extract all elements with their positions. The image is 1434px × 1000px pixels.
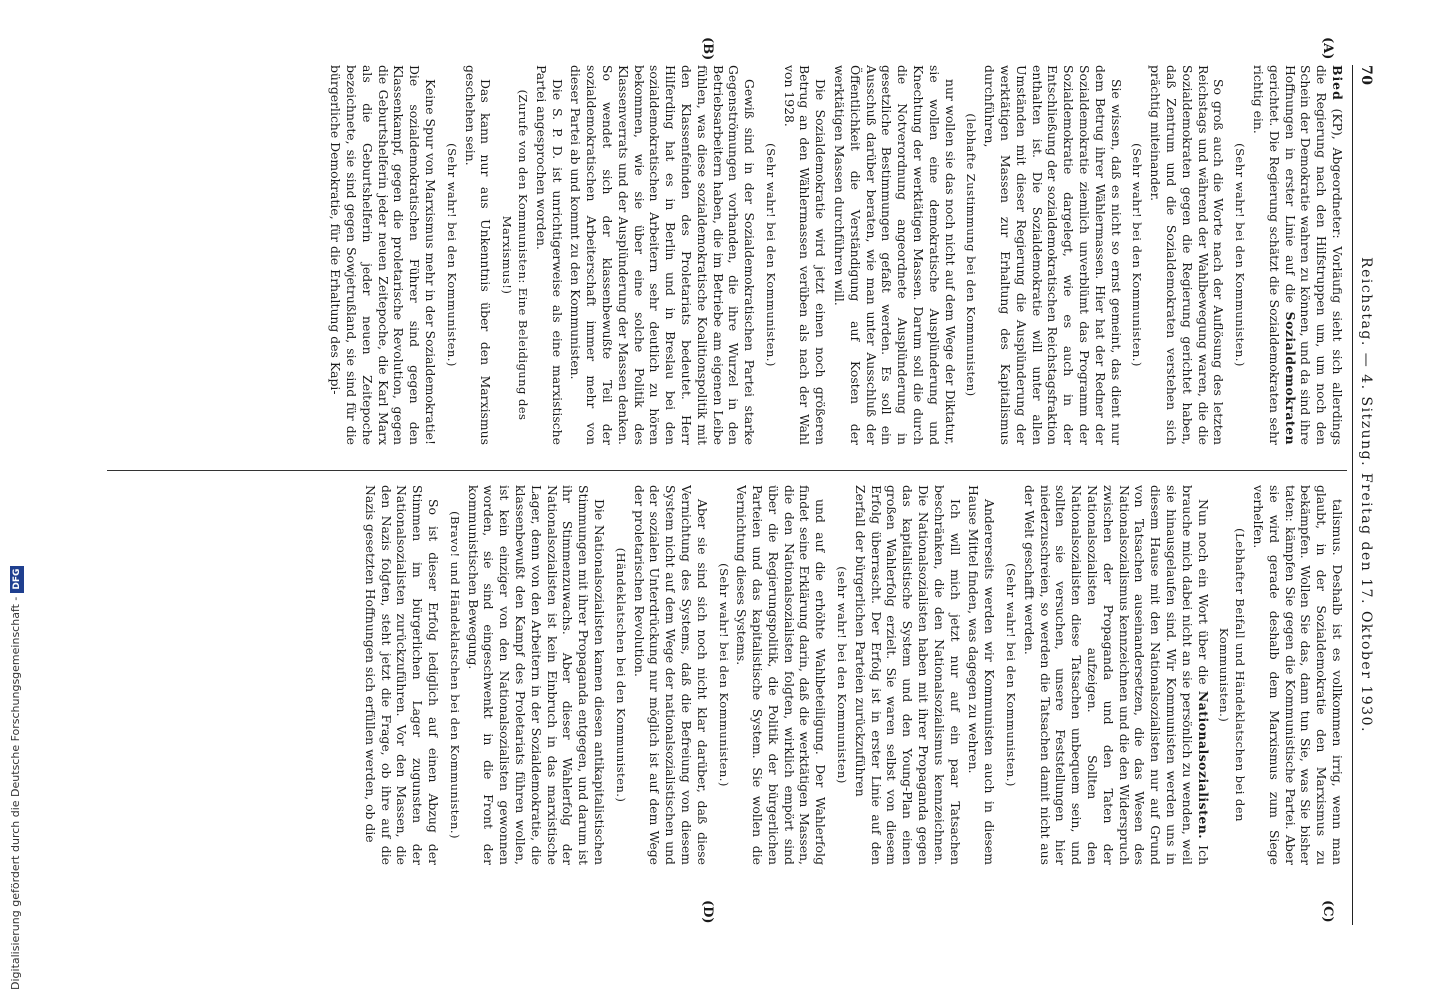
paragraph: So ist dieser Erfolg lediglich auf einen Abzug der Stimmen im bürgerlichen Lager zugunsten der Nationalsozialisten zurückzuführen. Vor den Massen, die den Nazis folgten, steht jetzt die Frage, ob ihre auf die Nazis gesetzten Hoffnungen sich erfüllen werden, ob die [362, 485, 441, 865]
paragraph-text: Nun noch ein Wort über die [1195, 499, 1211, 685]
speaker-name: Bied [1330, 65, 1345, 101]
dfg-logo: DFG [10, 566, 24, 593]
paragraph [1021, 485, 1211, 865]
interjection: (Sehr wahr! bei den Kommunisten.) [1130, 143, 1145, 367]
emphasized-term: Nationalsozialisten. [1195, 690, 1211, 840]
speaker-note: (KP), Abgeordneter: [1330, 108, 1345, 239]
digitization-footer [0, 0, 22, 1000]
interjection: (Sehr wahr! bei den Kommunisten.) [1233, 143, 1248, 367]
paragraph: Die S. P. D. ist unrichtigerweise als eine marxistische Partei angesprochen worden. [533, 65, 565, 445]
paragraph: Das kann nur aus Unkenntnis über den Marxismus geschehen sein. [462, 65, 494, 445]
margin-marker-a: (A) [1320, 37, 1335, 60]
speech-paragraph [1250, 65, 1345, 445]
interjection: (Sehr wahr! bei den Kommunisten.) [1004, 563, 1019, 787]
paragraph-text: Ich brauche mich dabei nicht an sie persönlich zu wenden, weil sie hinausgelaufen sind. Wir Kommunisten werden uns in diesem Hause mit den Nationalsozialisten nur auf Grund von Tatsachen auseinandersetzen, die das Wesen des Nationalsozialismus kennzeichnen und die den Widerspruch zwischen der Propaganda und den Taten der Nationalsozialisten aufzeigen. Sollten den Nationalsozialisten diese Tatsachen unbequem sein, und sollten sie versuchen, unsere Feststellungen hier niederzuschreien, so werden die Tatsachen damit nicht aus der Welt geschafft werden. [1021, 485, 1211, 865]
interjection: (lebhafte Zustimmung bei den Kommunisten) [964, 113, 979, 397]
paragraph: Sie wissen, daß es nicht so ernst gemeint, das dient nur dem Betrug ihrer Wählermassen. Hier hat der Redner der Sozialdemokratie ziemlich unverblümt das Programm der Sozialdemokratie dargelegt, wie es auch in der Entschließung der sozialdemokratischen Reichstagsfraktion enthalten ist. Die Sozialdemokratie will unter allen Umständen mit dieser Regierung die Ausplünderung der werktätigen Massen zur Erhaltung des Kapitalismus durchführen, [982, 65, 1124, 445]
margin-marker-c: (C) [1320, 900, 1335, 923]
right-column [115, 485, 1345, 865]
paragraph: talismus. Deshalb ist es vollkommen irrig, wenn man glaubt, in der Sozialdemokratie den Marxismus zu bekämpfen. Wollen Sie das, dann tun Sie, was Sie bisher taten: kämpfen Sie gegen die Kommunistische Partei. Aber sie wird gerade deshalb dem Marxismus zum Siege verhelfen. [1251, 485, 1345, 865]
footer-credit-text: Digitalisierung gefördert durch die Deutsche Forschungsgemeinschaft - [9, 596, 22, 990]
paragraph: und auf die erhöhte Wahlbeteiligung. Der Wahlerfolg findet seine Erklärung darin, daß die werktätigen Massen, die den Nationalsozialisten folgten, wirklich empört sind über die Regierungspolitik, die Politik der bürgerlichen Parteien und das kapitalistische System. Sie wollen die Vernichtung dieses Systems. [734, 485, 829, 865]
left-column [115, 65, 1345, 445]
rotated-document-page [100, 37, 1375, 925]
paragraph: Andererseits werden wir Kommunisten auch in diesem Hause Mittel finden, was dagegen zu wehren. [966, 485, 998, 865]
paragraph: nur wollen sie das noch nicht auf dem Wege der Diktatur, sie wollen eine demokratische Ausplünderung und Knechtung der werktätigen Massen. Darum soll die durch die Notverordnung angeordnete Ausplünderung in gesetzliche Bestimmungen gefaßt werden. Es soll ein Ausschuß darüber beraten, wie man unter Ausschluß der Öffentlichkeit die Verständigung auf Kosten der werktätigen Massen durchführen will. [832, 65, 958, 445]
interjection: (Sehr wahr! bei den Kommunisten.) [716, 563, 731, 787]
paragraph-text: gerichtet. Die Regierung schätzt die Sozialdemokraten sehr richtig ein. [1251, 65, 1282, 445]
paragraph: Aber sie sind sich noch nicht klar darüber, daß diese Vernichtung des Systems, daß die Befreiung von diesem System nicht auf dem Wege der nationalsozialistischen und der sozialen Unterdrückung nur möglich ist auf dem Wege der proletarischen Revolution. [631, 485, 710, 865]
emphasized-term: Sozialdemokraten [1282, 311, 1298, 445]
margin-marker-d: (D) [700, 900, 715, 924]
paragraph-text: Vorläufig sieht sich allerdings die Regierung nach den Hilfstruppen um, um noch den Schein der Demokratie wahren zu können, und da sind ihre Hoffnungen in erster Linie auf die [1282, 65, 1345, 445]
running-title: Reichstag. — 4. Sitzung. Freitag den 17. Oktober 1930. [1358, 257, 1374, 733]
margin-marker-b: (B) [700, 37, 715, 61]
interjection: (sehr wahr! bei den Kommunisten) [835, 566, 850, 784]
interjection: (Händeklatschen bei den Kommunisten.) [613, 547, 628, 803]
interjection: (Sehr wahr! bei den Kommunisten.) [444, 143, 459, 367]
paragraph: Gewiß sind in der Sozialdemokratischen Partei starke Gegenströmungen vorhanden, die ihre Wurzel in den Betriebsarbeitern haben, die im Betriebe am eigenen Leibe fühlen, was diese sozialdemokratische Koalitionspolitik mit den Klassenfeinden des Proletariats bedeutet. Herr Hilferding hat es in Berlin und in Breslau bei den sozialdemokratischen Arbeitern sehr deutlich zu hören bekommen, wie sie über eine solche Politik des Klassenverrats und der Ausplünderung der Massen denken. So wendet sich der klassenbewußte Teil der sozialdemokratischen Arbeiterschaft immer mehr von dieser Partei ab und kommt zu den Kommunisten. [568, 65, 758, 445]
paragraph: Die Nationalsozialisten kamen diesen antikapitalistischen Stimmungen mit ihrer Propaganda entgegen, und darum ist ihr Stimmenzuwachs. Aber dieser Wahlerfolg der Nationalsozialisten ist kein Einbruch in das marxistische Lager, denn von den Arbeitern in der Sozialdemokratie, die klassenbewußt den Kampf des Proletariats führen wollen, ist kein einziger von den Nationalsozialisten gewonnen worden, sie sind eingeschwenkt in die Front der kommunistischen Bewegung. [465, 485, 607, 865]
column-divider [107, 470, 1347, 471]
paragraph: Keine Spur von Marxismus mehr in der Sozialdemokratie! Die sozialdemokratischen Führer sind gegen den Klassenkampf, gegen die proletarische Revolution, gegen die Geburtshelferin jeder neuen Zeitepoche, die Karl Marx als die Geburtshelferin jeder neuen Zeitepoche bezeichnete, sie sind gegen Sowjetrußland, sie sind für die bürgerliche Demokratie, für die Erhaltung des Kapi- [328, 65, 438, 445]
interjection: (Zurufe von den Kommunisten: Eine Beleidigung des Marxismus!) [500, 89, 530, 421]
paragraph: So groß auch die Worte nach der Auflösung des letzten Reichstags und während der Wahlbewegung waren, die die Sozialdemokraten gegen die Regierung gerichtet haben, daß Zentrum und die Sozialdemokraten verstehen sich prächtig miteinander. [1148, 65, 1227, 445]
page-number: 70 [1358, 65, 1374, 86]
interjection: (Bravo! und Händeklatschen bei den Kommunisten.) [447, 511, 462, 839]
page-header [1352, 65, 1375, 925]
interjection: (Lebhafter Beifall und Händeklatschen bei den Kommunisten.) [1217, 528, 1248, 822]
interjection: (Sehr wahr! bei den Kommunisten.) [763, 143, 778, 367]
footer-credit [9, 566, 24, 990]
paragraph: Die Sozialdemokratie wird jetzt einen noch größeren Betrug an den Wählermassen verüben als nach der Wahl von 1928. [781, 65, 829, 445]
paragraph: Ich will mich jetzt nur auf ein paar Tatsachen beschränken, die den Nationalsozialismus kennzeichnen. Die Nationalsozialisten haben mit ihrer Propaganda gegen das kapitalistische System und den Young-Plan einen großen Wahlerfolg erzielt. Sie waren selbst von diesem Erfolg überrascht. Der Erfolg ist in erster Linie auf den Zerfall der bürgerlichen Parteien zurückzuführen [852, 485, 963, 865]
